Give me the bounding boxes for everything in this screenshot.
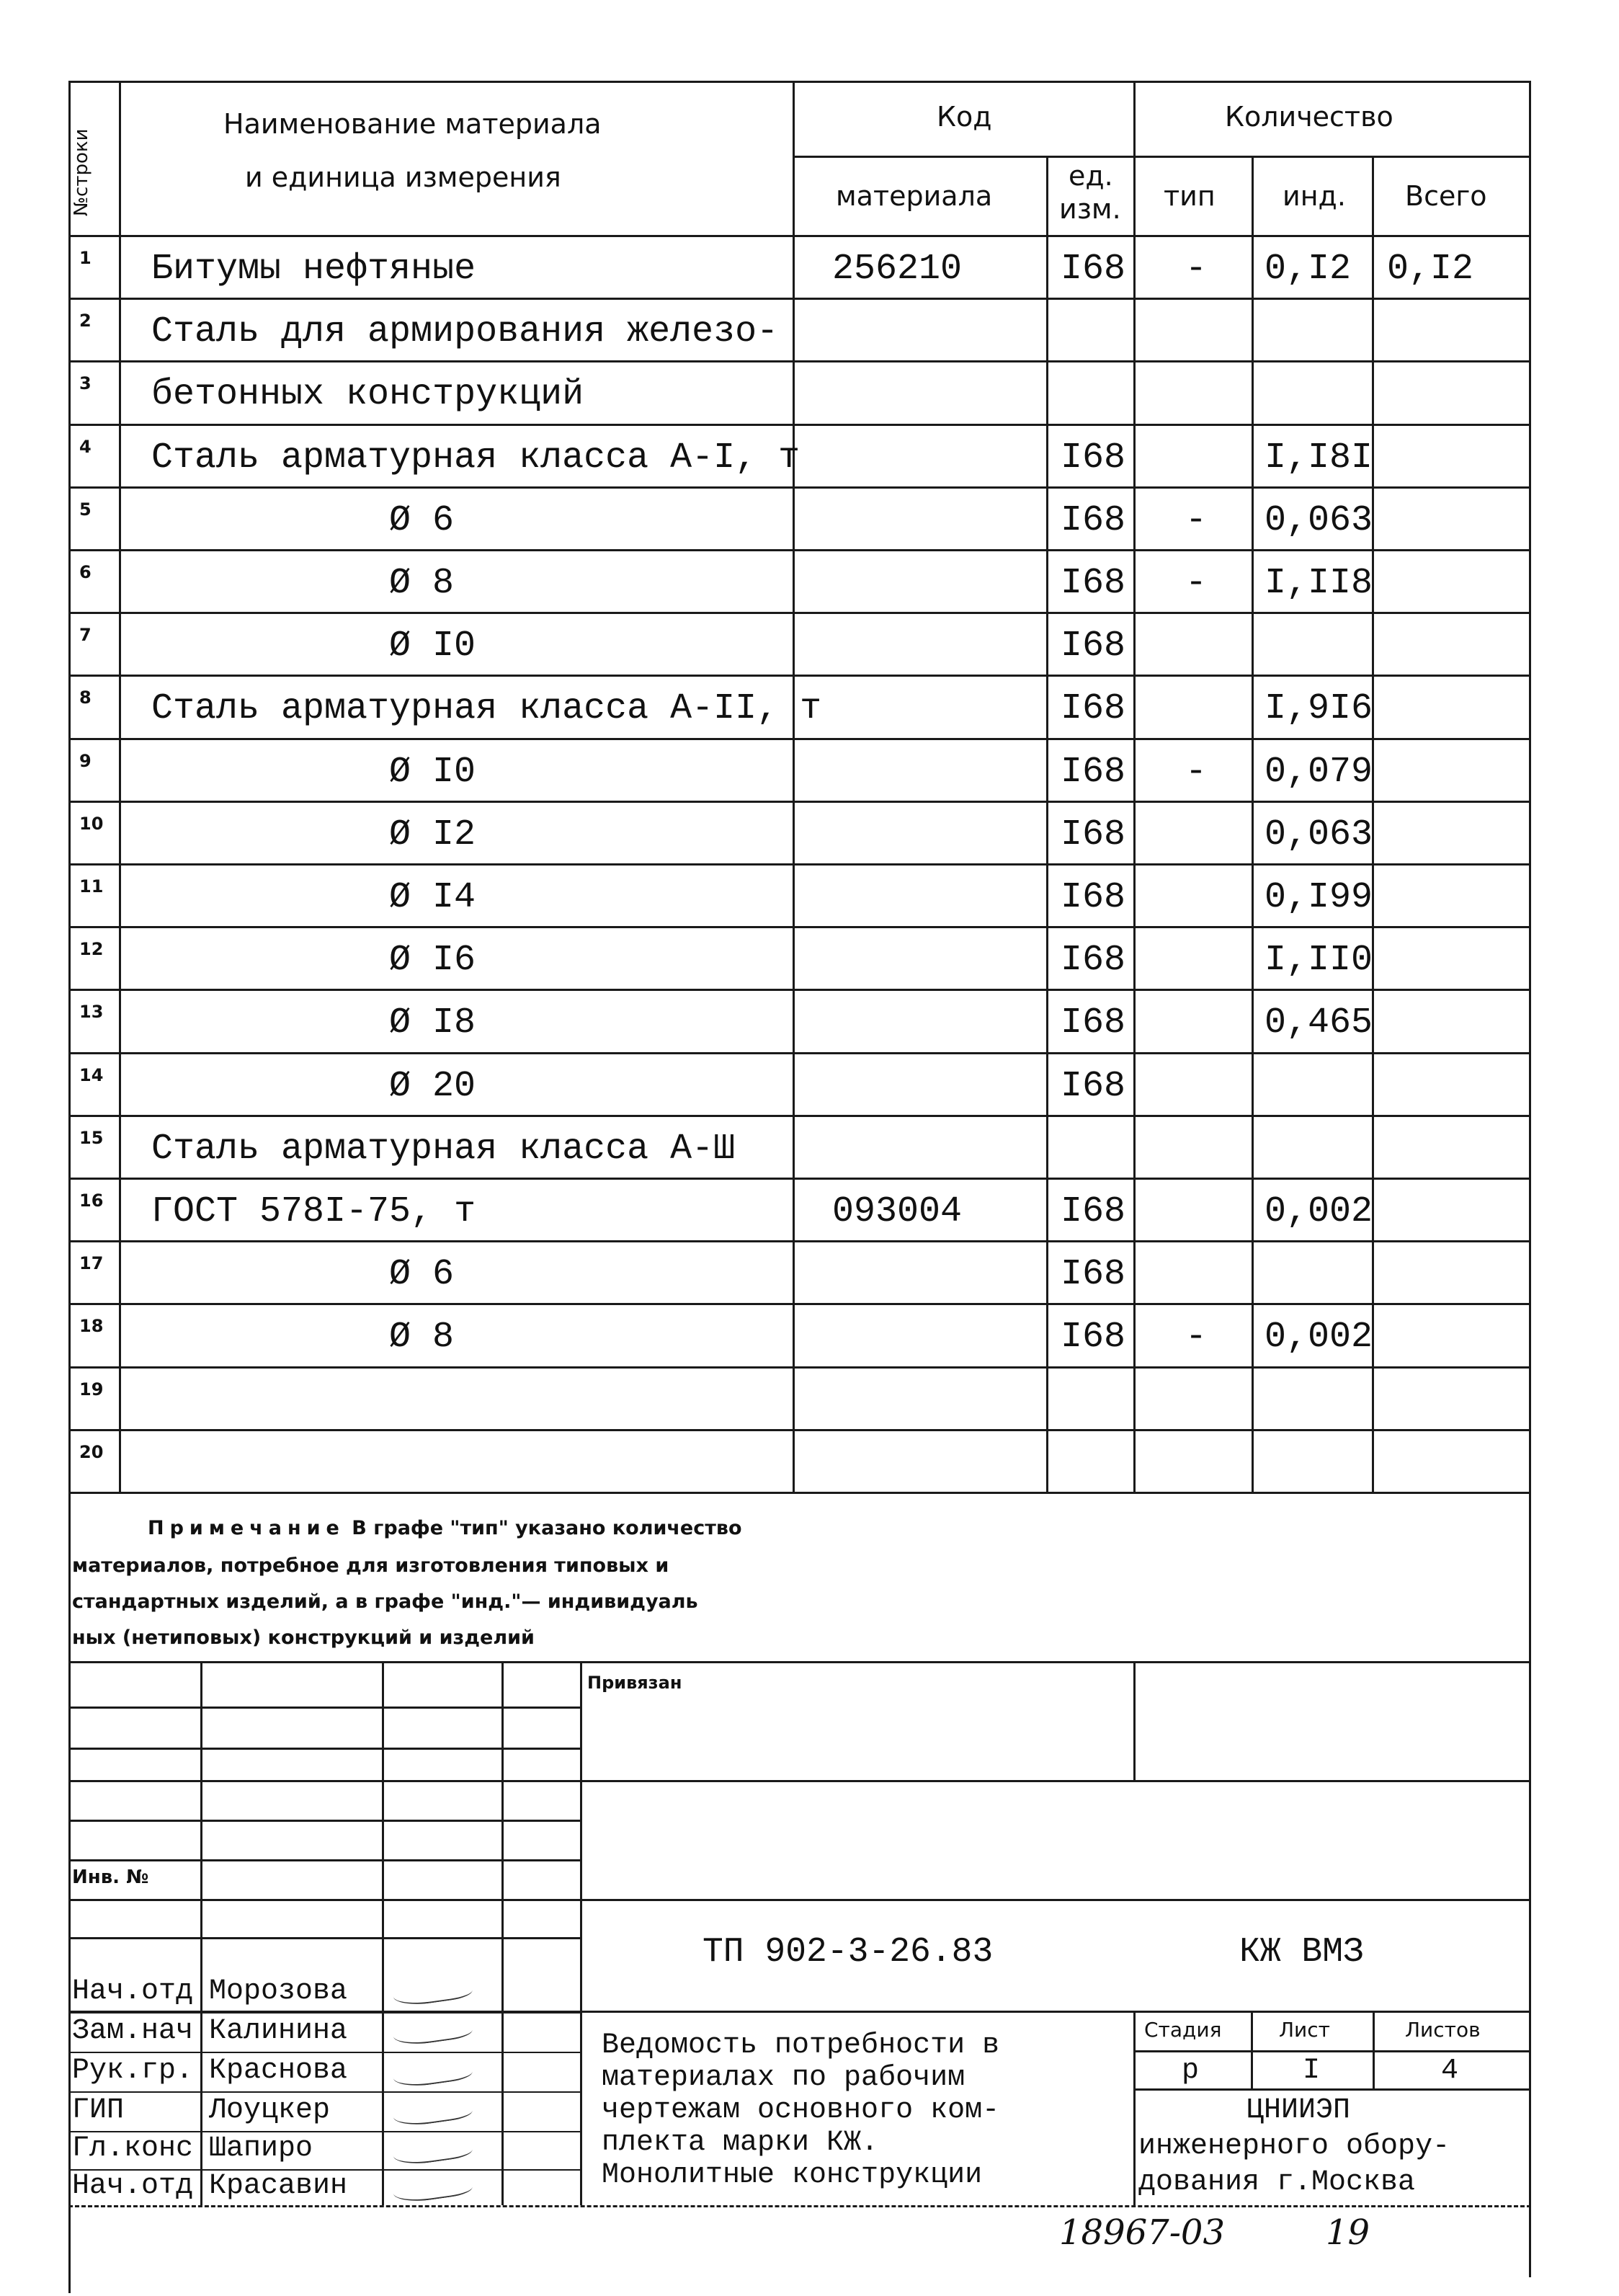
material-name: Ø I4 (389, 877, 476, 918)
row-number-header: №строки (71, 128, 92, 216)
unit-code: I68 (1061, 437, 1126, 479)
row-separator (68, 1052, 1531, 1054)
row-number: 11 (79, 876, 104, 896)
unit-code: I68 (1061, 751, 1126, 793)
type-header: тип (1164, 180, 1216, 212)
ind-header: инд. (1283, 180, 1346, 212)
unit-code: I68 (1061, 1254, 1126, 1296)
signer-row-line (68, 2012, 580, 2014)
privyazan-bottom-line (68, 1780, 1531, 1782)
signer-role: ГИП (72, 2094, 125, 2127)
material-name: Битумы нефтяные (151, 249, 476, 290)
row-number: 5 (79, 499, 92, 520)
code-column-line (1046, 156, 1048, 1492)
title-block-divider (580, 1661, 582, 2205)
row-number: 4 (79, 436, 92, 457)
unit-code: I68 (1061, 1002, 1126, 1044)
code-header: Код (937, 101, 992, 133)
inv-no-label: Инв. № (72, 1866, 149, 1888)
signer-name: Краснова (209, 2055, 348, 2087)
material-name: Сталь арматурная класса А-I, т (151, 437, 800, 479)
description-line-2: материалах по рабочим (602, 2062, 965, 2094)
note-line-1-text: В графе "тип" указано количество (352, 1517, 742, 1539)
signature-4 (391, 2093, 473, 2129)
archive-number: 18967-03 (1059, 2212, 1225, 2253)
inv-row-bottom-line (68, 1899, 1531, 1901)
stage-value-bottom-line (1133, 2088, 1531, 2091)
description-line-4: плекта марки КЖ. (602, 2127, 879, 2159)
doc-mark: КЖ ВМЗ (1239, 1933, 1364, 1972)
row-number: 3 (79, 373, 92, 394)
row-number: 7 (79, 625, 92, 646)
material-name: бетонных конструкций (151, 374, 584, 416)
stage-block-left-line (1133, 2011, 1136, 2205)
table-left-border (68, 81, 71, 1492)
material-code: 093004 (832, 1191, 963, 1232)
total-header: Всего (1405, 180, 1487, 212)
stage-header-bottom-line (1133, 2050, 1531, 2052)
signer-name: Лоуцкер (209, 2094, 331, 2127)
row-number: 20 (79, 1441, 104, 1462)
ind-qty: 0,002 (1265, 1191, 1373, 1232)
title-block-top (68, 1661, 1531, 1663)
unit-code: I68 (1061, 814, 1126, 855)
row-number: 16 (79, 1191, 104, 1211)
ind-qty: 0,465 (1265, 1002, 1373, 1044)
row-separator (68, 549, 1531, 551)
row-number: 2 (79, 311, 92, 332)
row-separator (68, 1240, 1531, 1242)
page-number: 19 (1326, 2212, 1370, 2253)
signature-1 (391, 1973, 473, 2008)
stage-label: Стадия (1144, 2018, 1222, 2042)
material-name: Ø 20 (389, 1065, 476, 1107)
ind-qty: I,II0 (1265, 940, 1373, 982)
ind-qty: I,9I6 (1265, 688, 1373, 730)
material-name: Ø 6 (389, 1254, 455, 1296)
signer-column-line-3 (501, 1661, 504, 2205)
doc-code: ТП 902-3-26.83 (703, 1933, 994, 1972)
sheets-label: Листов (1405, 2018, 1481, 2042)
unit-column-line (1133, 81, 1136, 1492)
total-qty: 0,I2 (1387, 249, 1474, 290)
header-bottom-line (68, 235, 1531, 237)
signer-role: Нач.отд (72, 1975, 194, 2008)
row-number: 18 (79, 1316, 104, 1337)
signer-row-line (68, 2091, 580, 2093)
signature-3 (391, 2055, 473, 2090)
sheets-value: 4 (1441, 2055, 1459, 2087)
unit-code: I68 (1061, 563, 1126, 604)
unit-code: I68 (1061, 1065, 1126, 1107)
unit-header-line1: ед. (1069, 160, 1113, 192)
material-name: Ø I6 (389, 940, 476, 982)
table-top-border (68, 81, 1531, 83)
row-separator (68, 1115, 1531, 1117)
row-number: 10 (79, 813, 104, 834)
unit-code: I68 (1061, 626, 1126, 667)
quantity-header: Количество (1225, 101, 1393, 133)
org-line-2: инженерного обору- (1138, 2130, 1450, 2163)
note-lead-word: Примечание (148, 1517, 345, 1539)
ind-qty: I,I8I (1265, 437, 1373, 479)
row-separator (68, 486, 1531, 489)
material-name: Ø 8 (389, 563, 455, 604)
row-separator (68, 1178, 1531, 1180)
row-separator (68, 989, 1531, 991)
material-code: 256210 (832, 249, 963, 290)
row-separator (68, 738, 1531, 740)
note-left-border (68, 1492, 71, 2293)
material-name: Ø 8 (389, 1317, 455, 1358)
row-separator (68, 1492, 1531, 1494)
ind-qty: 0,063 (1265, 814, 1373, 855)
privyazan-label: Привязан (587, 1673, 682, 1693)
name-header-line2: и единица измерения (245, 161, 561, 193)
signer-name: Калинина (209, 2015, 348, 2047)
material-name: Сталь арматурная класса А-Ш (151, 1128, 736, 1170)
org-line-3: дования г.Москва (1138, 2166, 1416, 2199)
sheet-value: I (1303, 2055, 1321, 2087)
stage-value: р (1182, 2055, 1200, 2087)
title-block-bottom (68, 2205, 1531, 2207)
material-name: Ø I0 (389, 751, 476, 793)
unit-code: I68 (1061, 499, 1126, 541)
row-number: 15 (79, 1127, 104, 1148)
ind-qty: 0,079 (1265, 751, 1373, 793)
row-number: 17 (79, 1253, 104, 1274)
unit-header-line2: изм. (1059, 193, 1121, 225)
row-separator (68, 1303, 1531, 1305)
row-number: 8 (79, 688, 92, 708)
row-number-column-line (119, 81, 121, 1492)
org-line-1: ЦНИИЭП (1246, 2094, 1351, 2127)
sheet-label: Лист (1279, 2018, 1330, 2042)
header-mid-line (793, 156, 1531, 158)
privyazan-right-line (1133, 1661, 1136, 1780)
signer-column-line-1 (200, 1661, 202, 2205)
material-name: Ø I2 (389, 814, 476, 855)
note-line-1 (148, 1512, 742, 1545)
stage-block-line-2 (1373, 2011, 1375, 2088)
material-name: Сталь для армирования железо- (151, 311, 779, 353)
signer-role: Зам.нач (72, 2015, 194, 2047)
row-separator (68, 801, 1531, 803)
signature-5 (391, 2132, 473, 2168)
type-qty: - (1185, 249, 1208, 290)
signer-role: Гл.конс (72, 2132, 194, 2165)
type-qty: - (1185, 751, 1208, 793)
row-separator (68, 675, 1531, 677)
type-qty: - (1185, 1317, 1208, 1358)
signer-role: Нач.отд (72, 2170, 194, 2202)
signer-role: Рук.гр. (72, 2055, 194, 2087)
note-line-3: стандартных изделий, а в графе "инд."— индивидуаль (72, 1590, 698, 1613)
table-right-border (1529, 81, 1531, 1492)
unit-code: I68 (1061, 1191, 1126, 1232)
ind-qty: 0,002 (1265, 1317, 1373, 1358)
row-separator (68, 298, 1531, 300)
material-name: Сталь арматурная класса А-II, т (151, 688, 822, 730)
note-right-border (1529, 1492, 1531, 2277)
signature-2 (391, 2013, 473, 2048)
row-number: 13 (79, 1002, 104, 1023)
material-name: Ø I8 (389, 1002, 476, 1044)
unit-code: I68 (1061, 1317, 1126, 1358)
ind-qty: 0,063 (1265, 499, 1373, 541)
unit-code: I68 (1061, 940, 1126, 982)
signer-name: Красавин (209, 2170, 348, 2202)
row-separator (68, 360, 1531, 362)
row-number: 6 (79, 562, 92, 582)
row-separator (68, 1366, 1531, 1369)
row-number: 1 (79, 248, 92, 268)
row-number: 19 (79, 1379, 104, 1400)
row-separator (68, 926, 1531, 928)
signer-column-line-2 (382, 1661, 384, 2205)
name-header-line1: Наименование материала (223, 108, 602, 140)
material-header: материала (836, 180, 993, 212)
row-separator (68, 424, 1531, 426)
row-number: 12 (79, 939, 104, 960)
signer-name: Морозова (209, 1975, 348, 2008)
signature-6 (391, 2170, 473, 2205)
unit-code: I68 (1061, 249, 1126, 290)
ind-qty: 0,I2 (1265, 249, 1352, 290)
row-number: 14 (79, 1064, 104, 1085)
material-name: ГОСТ 578I-75, т (151, 1191, 476, 1232)
description-line-3: чертежам основного ком- (602, 2094, 1000, 2127)
signer-row-line (68, 2052, 580, 2053)
row-number: 9 (79, 750, 92, 771)
note-line-2: материалов, потребное для изготовления типовых и (72, 1554, 669, 1577)
material-name: Ø 6 (389, 499, 455, 541)
material-name: Ø I0 (389, 626, 476, 667)
type-qty: - (1185, 499, 1208, 541)
row-separator (68, 863, 1531, 866)
type-qty: - (1185, 563, 1208, 604)
signer-name: Шапиро (209, 2132, 313, 2165)
type-column-line (1252, 156, 1254, 1492)
ind-qty: 0,I99 (1265, 877, 1373, 918)
ind-qty: I,II8 (1265, 563, 1373, 604)
description-line-1: Ведомость потребности в (602, 2029, 1000, 2062)
note-line-4: ных (нетиповых) конструкций и изделий (72, 1627, 535, 1649)
description-line-5: Монолитные конструкции (602, 2159, 983, 2192)
name-column-line (793, 81, 795, 1492)
unit-code: I68 (1061, 877, 1126, 918)
stage-block-line-1 (1251, 2011, 1253, 2088)
row-separator (68, 1429, 1531, 1431)
row-separator (68, 612, 1531, 614)
unit-code: I68 (1061, 688, 1126, 730)
